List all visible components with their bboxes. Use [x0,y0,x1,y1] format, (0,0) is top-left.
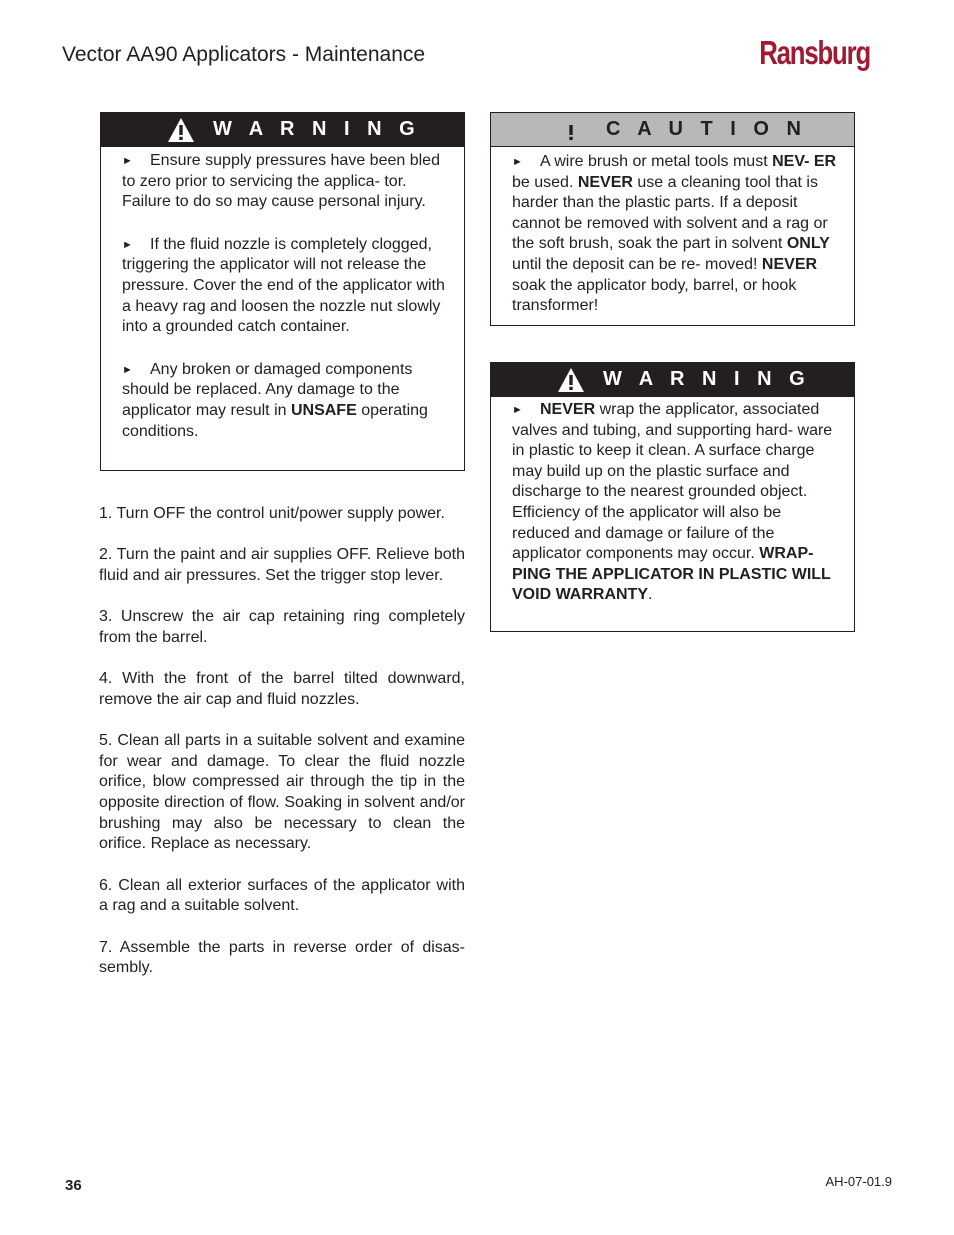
warning-triangle-icon [557,117,585,143]
warning-box-2 [490,362,855,632]
document-code: AH-07-01.9 [825,1174,892,1189]
caution-heading: C A U T I O N [606,118,807,140]
step-6: 6. Clean all exterior surfaces of the applicator with a rag and a suitable solvent. [99,876,465,915]
step-4: 4. With the front of the barrel tilted downward, remove the air cap and fluid nozzles. [99,670,465,708]
step-2: 2. Turn the paint and air supplies OFF. Relieve both fluid and air pressures. Set the trigger stop lever. [99,546,465,584]
warning-box-1 [100,112,465,471]
bullet-arrow-icon: ► [512,156,523,168]
bullet-arrow-icon: ► [122,238,133,251]
caution-box [490,112,855,326]
maintenance-steps [99,504,465,999]
warning-item: ► NEVER wrap the applicator, associated valves and tubing, and supporting hard- ware in plastic to keep it clean. A surface charge may build up on the plastic surface and discharge to the nearest grounded object. Efficiency of the applicator will also be reduced and damage or failure of the applicator components may occur. WRAP- PING THE APPLICATOR IN PLASTIC WILL VOID WARRANTY. [512,401,833,604]
warning-item-2: ► If the fluid nozzle is completely clogged, triggering the applicator will not release the pressure. Cover the end of the applicator with a heavy rag and loosen the nozzle nut slowly into a grounded catch container. [122,235,445,336]
warning-item-3: ► Any broken or damaged components should be replaced. Any damage to the applicator may result in UNSAFE operating conditions. [122,360,428,440]
warning-heading: W A R N I N G [213,118,421,140]
warning-triangle-icon [167,117,195,143]
warning-triangle-icon [557,367,585,393]
warning-header [491,363,854,397]
page-header-title: Vector AA90 Applicators - Maintenance [62,43,426,66]
bullet-arrow-icon: ► [122,155,133,167]
bullet-arrow-icon: ► [122,363,133,376]
step-7: 7. Assemble the parts in reverse order of disas- sembly. [99,938,465,977]
bullet-arrow-icon: ► [512,404,523,416]
caution-header [491,113,854,147]
brand-logo: Ransburg [759,34,870,71]
step-5: 5. Clean all parts in a suitable solvent and examine for wear and damage. To clear the fluid nozzle orifice, blow compressed air through the tip in the opposite direction of flow. Soaking in solvent and/or brushing may also be necessary to clean the orifice. Replace as necessary. [99,731,465,853]
warning-item-1: ► Ensure supply pressures have been bled to zero prior to servicing the applica- tor. Failure to do so may cause personal injury. [122,152,440,211]
page-number: 36 [65,1177,82,1194]
step-3: 3. Unscrew the air cap retaining ring completely from the barrel. [99,608,465,646]
warning-heading: W A R N I N G [603,368,811,390]
step-1: 1. Turn OFF the control unit/power supply power. [99,505,445,522]
warning-header [101,113,464,147]
caution-item: ► A wire brush or metal tools must NEV- ER be used. NEVER use a cleaning tool that is harder than the plastic parts. If a deposit cannot be removed with solvent and a rag or the soft brush, soak the part in solvent ONLY until the deposit can be re- moved! NEVER soak the applicator body, barrel, or hook transformer! [512,153,837,315]
